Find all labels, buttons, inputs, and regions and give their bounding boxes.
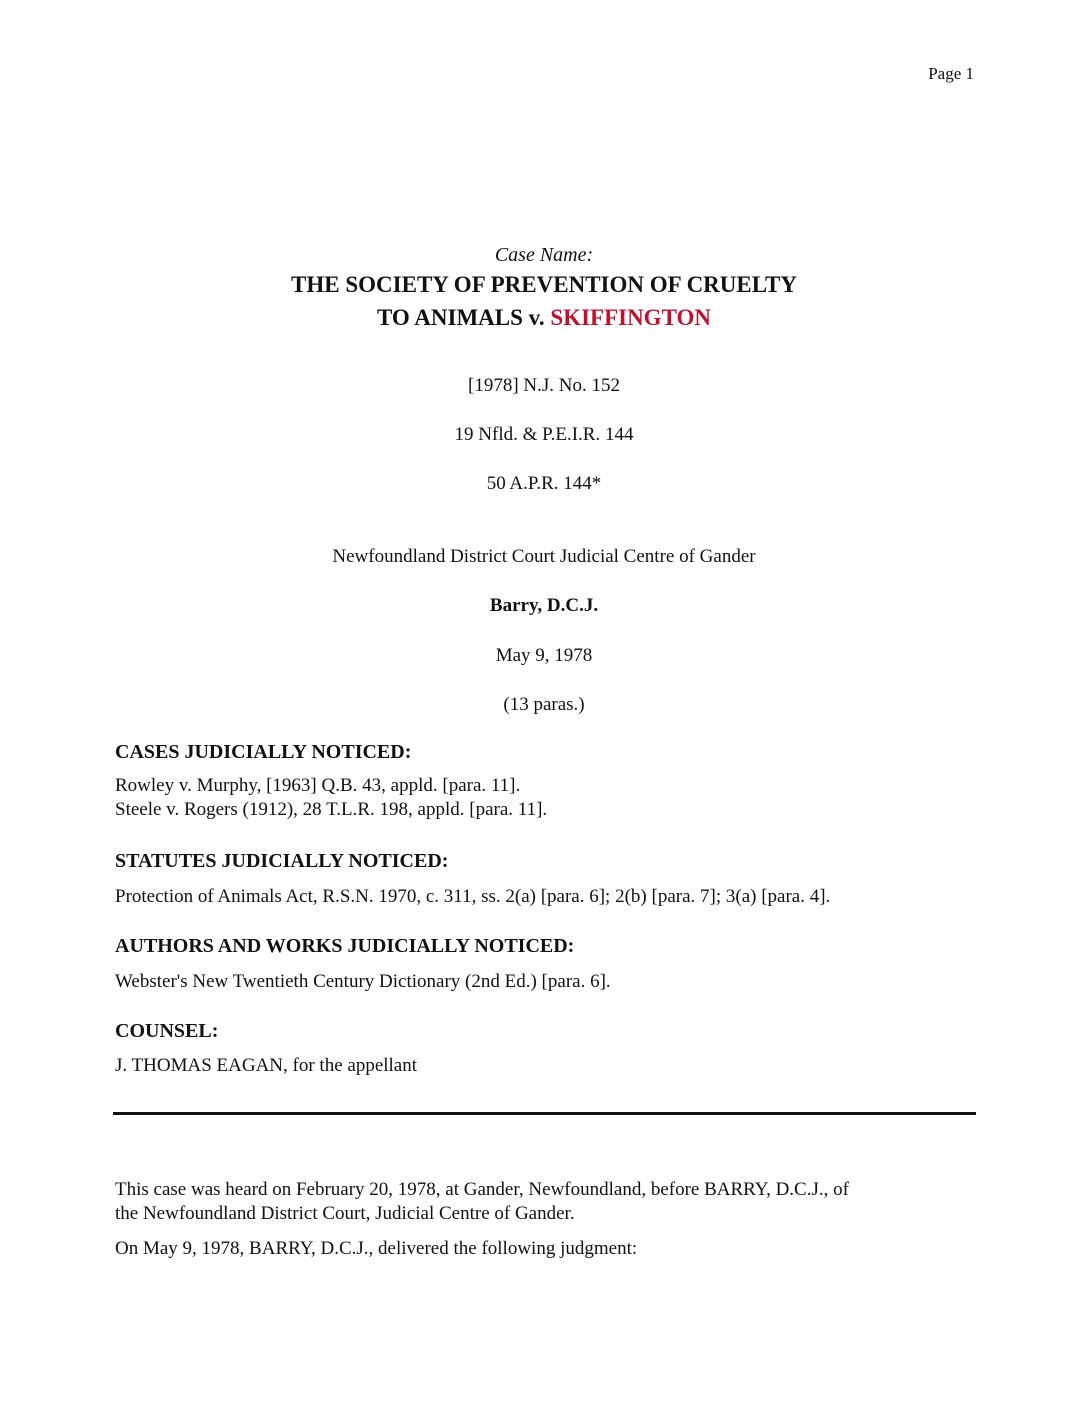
cases-heading: CASES JUDICIALLY NOTICED: [115,741,412,763]
judgment-date: May 9, 1978 [495,645,593,666]
author-item-1: Webster's New Twentieth Century Dictionary (2nd Ed.) [para. 6]. [115,971,611,992]
case-title-highlight: SKIFFINGTON [550,305,711,330]
authors-list [115,970,975,994]
case-title-line-1: THE SOCIETY OF PREVENTION OF CRUELTY [291,272,797,297]
statutes-list [115,885,975,909]
page-number: Page 1 [928,64,974,83]
hearing-paragraph [115,1178,975,1226]
case-item-2: Steele v. Rogers (1912), 28 T.L.R. 198, appld. [para. 11]. [115,799,548,820]
court-name: Newfoundland District Court Judicial Centre of Gander [332,546,756,567]
case-item-1: Rowley v. Murphy, [1963] Q.B. 43, appld. [para. 11]. [115,775,521,796]
section-divider [113,1112,976,1115]
hearing-line-2: the Newfoundland District Court, Judicial Centre of Gander. [115,1203,575,1224]
citation-2: 19 Nfld. & P.E.I.R. 144 [454,424,634,445]
citation-3: 50 A.P.R. 144* [486,473,602,494]
case-title-line-2 [0,301,1088,334]
judge-name: Barry, D.C.J. [489,595,599,616]
statute-item-1: Protection of Animals Act, R.S.N. 1970, c. 311, ss. 2(a) [para. 6]; 2(b) [para. 7]; 3(a) [para. 4]. [115,886,831,907]
paragraph-count: (13 paras.) [503,694,585,715]
statutes-heading: STATUTES JUDICIALLY NOTICED: [115,850,449,872]
cases-list [115,774,975,822]
case-title [0,268,1088,334]
case-title-prefix: TO ANIMALS v. [376,305,551,330]
hearing-line-1: This case was heard on February 20, 1978, at Gander, Newfoundland, before BARRY, D.C.J., of [115,1179,849,1200]
counsel-heading: COUNSEL: [115,1020,219,1042]
authors-heading: AUTHORS AND WORKS JUDICIALLY NOTICED: [115,935,575,957]
citation-1: [1978] N.J. No. 152 [468,375,620,396]
counsel-list [115,1054,975,1078]
counsel-item-1: J. THOMAS EAGAN, for the appellant [115,1055,418,1076]
delivered-paragraph: On May 9, 1978, BARRY, D.C.J., delivered the following judgment: [115,1238,638,1259]
case-name-label: Case Name: [494,244,594,266]
